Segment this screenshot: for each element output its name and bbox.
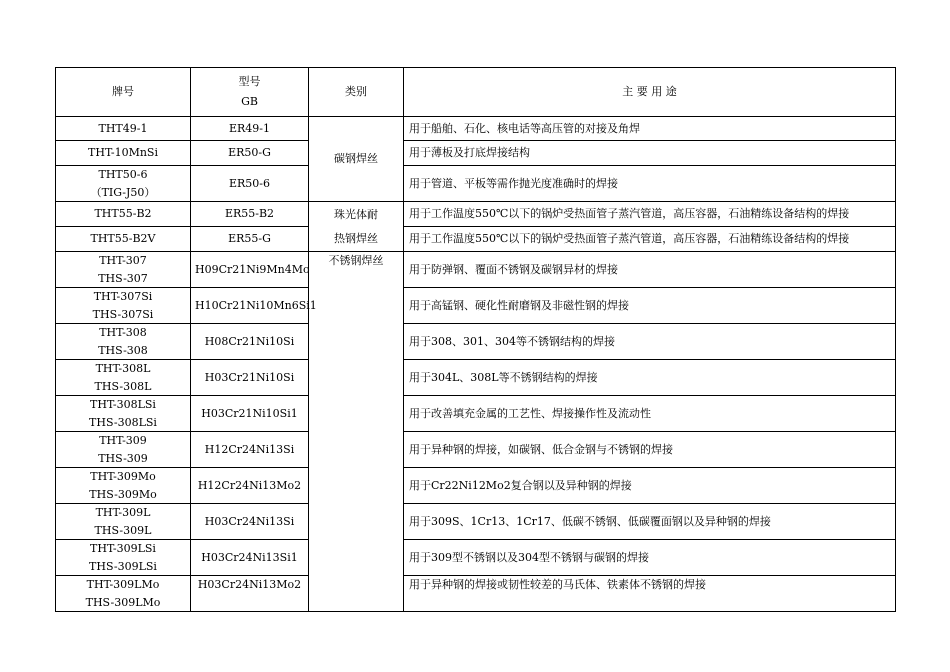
usage-cell: 用于309型不锈钢以及304型不锈钢与碳钢的焊接 <box>404 540 896 576</box>
brand-text-alt: THS-309LSi <box>89 559 157 573</box>
category-pearlite-line2: 热钢焊丝 <box>334 231 378 245</box>
brand-text-alt: THS-309Mo <box>89 487 157 501</box>
table-row <box>56 576 896 612</box>
gb-cell: H03Cr24Ni13Si1 <box>191 540 309 576</box>
brand-text: THT-309LSi <box>90 542 156 555</box>
brand-text-alt: THS-309LMo <box>85 595 161 609</box>
brand-text: THT50-6 <box>98 168 148 181</box>
header-type-label: 型号 <box>238 75 261 88</box>
brand-cell <box>56 202 191 227</box>
usage-cell: 用于异种钢的焊接，如碳钢、低合金钢与不锈钢的焊接 <box>404 432 896 468</box>
gb-cell: ER50-G <box>191 141 309 166</box>
usage-cell: 用于改善填充金属的工艺性、焊接操作性及流动性 <box>404 396 896 432</box>
brand-cell <box>56 576 191 612</box>
brand-text-alt: THS-309L <box>94 523 152 537</box>
brand-text: THT-309 <box>99 434 147 447</box>
usage-cell: 用于Cr22Ni12Mo2复合钢以及异种钢的焊接 <box>404 468 896 504</box>
table-row <box>56 396 896 432</box>
brand-text-alt: THS-308LSi <box>89 415 157 429</box>
usage-cell: 用于薄板及打底焊接结构 <box>404 141 896 166</box>
category-cell-stainless: 不锈钢焊丝 <box>309 252 404 612</box>
gb-cell: H12Cr24Ni13Mo2 <box>191 468 309 504</box>
gb-cell: H03Cr24Ni13Si <box>191 504 309 540</box>
header-type-gb <box>191 68 309 117</box>
category-cell-carbon: 碳钢焊丝 <box>309 117 404 202</box>
brand-text: THT55-B2 <box>94 207 152 221</box>
brand-cell <box>56 468 191 504</box>
brand-cell <box>56 288 191 324</box>
gb-cell: H03Cr21Ni10Si <box>191 360 309 396</box>
category-cell-pearlite <box>309 202 404 252</box>
brand-text: THT-309Mo <box>90 470 156 483</box>
brand-text: THT-308L <box>95 362 151 375</box>
usage-cell: 用于船舶、石化、核电话等高压管的对接及角焊 <box>404 117 896 141</box>
welding-wire-table <box>55 67 896 612</box>
brand-text: THT-10MnSi <box>88 146 158 160</box>
brand-cell <box>56 360 191 396</box>
table-row <box>56 540 896 576</box>
brand-cell <box>56 252 191 288</box>
table-row <box>56 504 896 540</box>
usage-cell: 用于工作温度550℃以下的锅炉受热面管子蒸汽管道，高压容器，石油精练设备结构的焊接 <box>404 202 896 227</box>
category-pearlite-line1: 珠光体耐 <box>334 207 378 221</box>
brand-text-alt: THS-307Si <box>92 307 154 321</box>
brand-cell <box>56 432 191 468</box>
table-row <box>56 288 896 324</box>
table-header-row <box>56 68 896 117</box>
brand-cell <box>56 540 191 576</box>
brand-cell <box>56 166 191 202</box>
usage-cell: 用于308、301、304等不锈钢结构的焊接 <box>404 324 896 360</box>
table-row <box>56 141 896 166</box>
header-gb-label: GB <box>241 95 258 108</box>
brand-cell <box>56 141 191 166</box>
brand-text-alt: THS-308 <box>98 343 148 357</box>
gb-cell: ER50-6 <box>191 166 309 202</box>
header-category: 类别 <box>309 68 404 117</box>
brand-text: THT55-B2V <box>90 232 156 246</box>
table-row <box>56 227 896 252</box>
brand-text: THT-307 <box>99 254 147 267</box>
brand-text: THT-307Si <box>93 290 153 303</box>
brand-cell <box>56 504 191 540</box>
usage-cell: 用于309S、1Cr13、1Cr17、低碳不锈钢、低碳覆面钢以及异种钢的焊接 <box>404 504 896 540</box>
brand-text-alt: THS-307 <box>98 271 148 285</box>
brand-text-alt: THS-309 <box>98 451 148 465</box>
header-brand: 牌号 <box>56 68 191 117</box>
brand-text: THT-309LMo <box>86 578 160 591</box>
brand-cell <box>56 396 191 432</box>
gb-cell: H10Cr21Ni10Mn6Si1 <box>191 288 309 324</box>
usage-cell: 用于304L、308L等不锈钢结构的焊接 <box>404 360 896 396</box>
brand-text: THT-308 <box>99 326 147 339</box>
brand-text-alt: （TIG-J50） <box>90 185 156 199</box>
gb-cell: H08Cr21Ni10Si <box>191 324 309 360</box>
brand-cell <box>56 227 191 252</box>
table-row <box>56 117 896 141</box>
gb-cell: ER55-B2 <box>191 202 309 227</box>
gb-cell: H03Cr24Ni13Mo2 <box>191 576 309 612</box>
usage-cell: 用于异种钢的焊接或韧性较差的马氏体、铁素体不锈钢的焊接 <box>404 576 896 612</box>
gb-cell: H12Cr24Ni13Si <box>191 432 309 468</box>
table-row <box>56 360 896 396</box>
brand-text-alt: THS-308L <box>94 379 152 393</box>
brand-text: THT49-1 <box>98 121 148 135</box>
table-row <box>56 324 896 360</box>
gb-cell: ER49-1 <box>191 117 309 141</box>
table-row <box>56 252 896 288</box>
brand-text: THT-308LSi <box>90 398 156 411</box>
table-row <box>56 432 896 468</box>
usage-cell: 用于防弹钢、覆面不锈钢及碳钢异材的焊接 <box>404 252 896 288</box>
gb-cell: H09Cr21Ni9Mn4Mo <box>191 252 309 288</box>
table-row <box>56 166 896 202</box>
usage-cell: 用于高锰钢、硬化性耐磨钢及非磁性钢的焊接 <box>404 288 896 324</box>
usage-cell: 用于工作温度550℃以下的锅炉受热面管子蒸汽管道，高压容器，石油精练设备结构的焊接 <box>404 227 896 252</box>
brand-cell <box>56 324 191 360</box>
header-usage: 主 要 用 途 <box>404 68 896 117</box>
table-row <box>56 202 896 227</box>
brand-text: THT-309L <box>95 506 151 519</box>
gb-cell: H03Cr21Ni10Si1 <box>191 396 309 432</box>
table-row <box>56 468 896 504</box>
brand-cell <box>56 117 191 141</box>
gb-cell: ER55-G <box>191 227 309 252</box>
usage-cell: 用于管道、平板等需作抛光度准确时的焊接 <box>404 166 896 202</box>
